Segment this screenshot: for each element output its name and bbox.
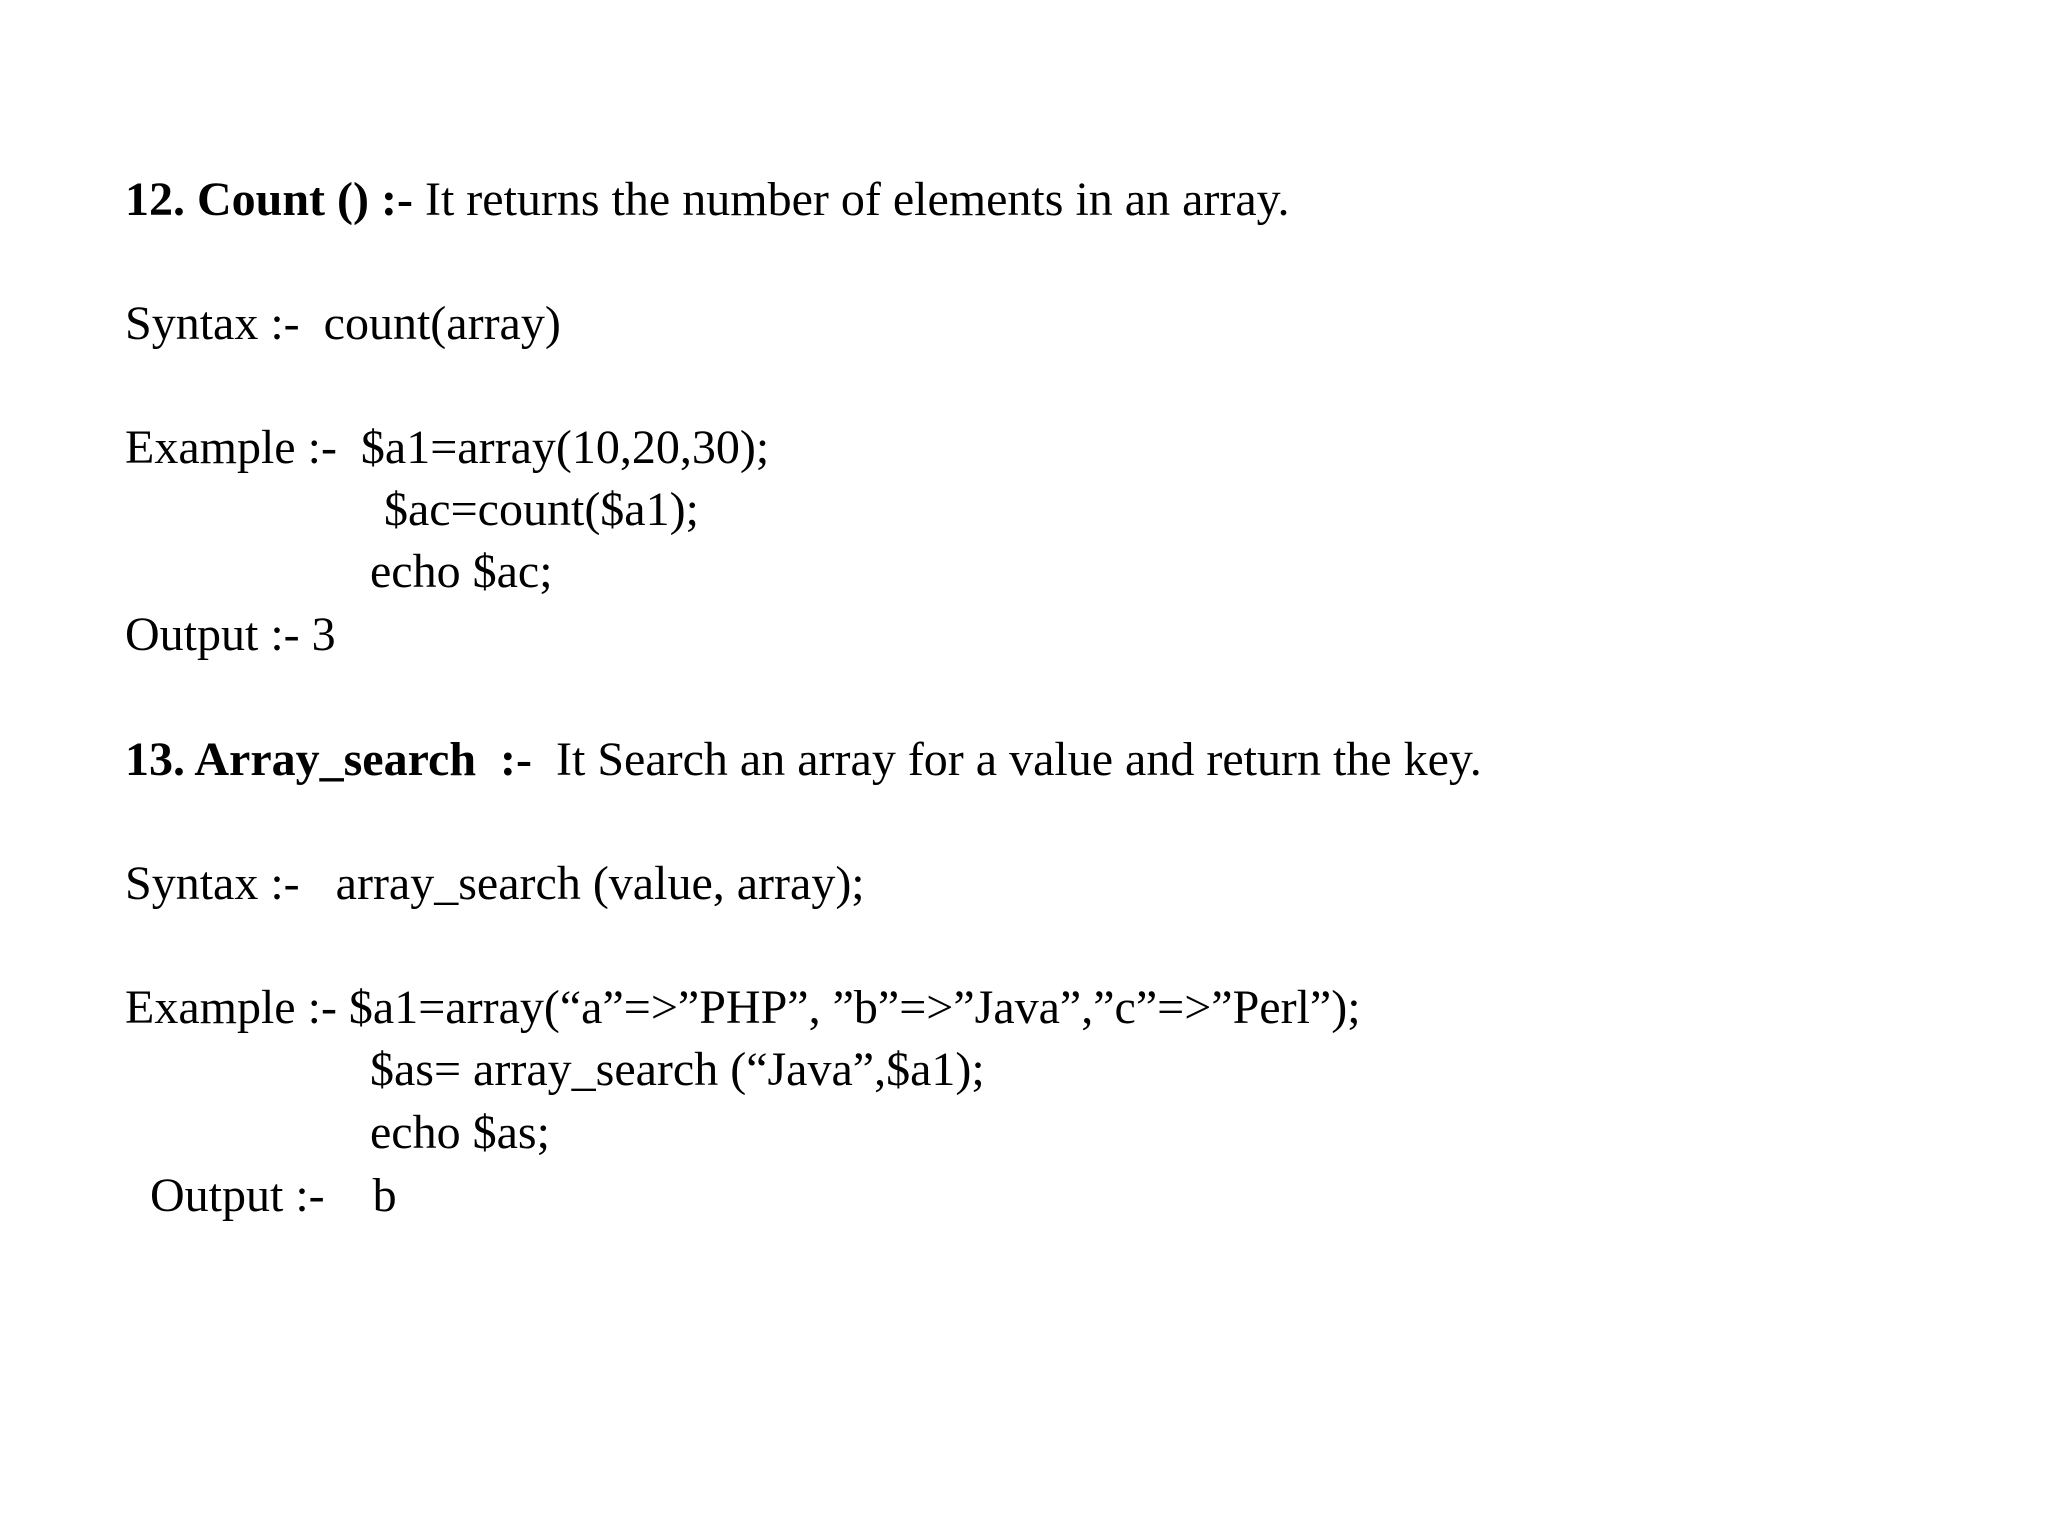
section-12-title: 12. Count () :- xyxy=(125,173,413,226)
section-12-output: Output :- 3 xyxy=(125,608,336,661)
section-12-example-line-2: $ac=count($a1); xyxy=(384,483,699,536)
section-13-example-line-1: Example :- $a1=array(“a”=>”PHP”, ”b”=>”Java”,”c”=>”Perl”); xyxy=(125,981,1361,1034)
section-13-example-line-2: $as= array_search (“Java”,$a1); xyxy=(370,1043,985,1096)
section-12-description: It returns the number of elements in an array. xyxy=(412,173,1290,226)
section-13-description: It Search an array for a value and return the key. xyxy=(532,733,1482,786)
section-13-example-line-3: echo $as; xyxy=(370,1106,550,1159)
section-13-title: 13. Array_search :- xyxy=(125,733,533,786)
section-12-example-line-1: Example :- $a1=array(10,20,30); xyxy=(125,421,770,474)
section-12-syntax: Syntax :- count(array) xyxy=(125,297,561,350)
section-13-output: Output :- b xyxy=(150,1169,397,1222)
section-12-example-line-3: echo $ac; xyxy=(370,545,553,598)
section-12-heading xyxy=(125,173,1290,226)
section-13-heading xyxy=(125,733,1482,786)
section-13-syntax: Syntax :- array_search (value, array); xyxy=(125,857,865,910)
